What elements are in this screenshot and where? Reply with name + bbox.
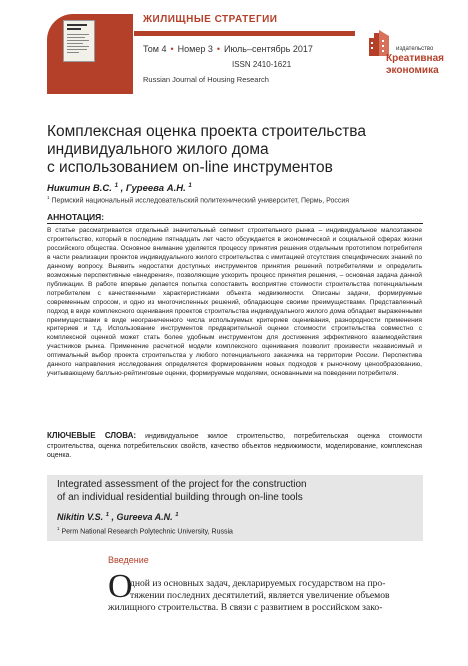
intro-line: тяжении последних десятилетий, является увеличение объемов — [130, 589, 390, 601]
english-title-line: Integrated assessment of the project for the construction — [57, 479, 307, 490]
article-authors — [47, 182, 192, 194]
english-author-1-mark: 1 — [105, 512, 109, 518]
section-heading-introduction: Введение — [108, 555, 149, 565]
journal-english-name: Russian Journal of Housing Research — [143, 75, 269, 84]
keywords — [47, 431, 422, 461]
english-authors — [57, 512, 178, 522]
journal-cover-image — [47, 14, 133, 94]
bullet-icon: • — [216, 44, 221, 54]
title-line: индивидуального жилого дома — [47, 141, 269, 158]
bullet-icon: • — [170, 44, 174, 54]
issue-volume: Том 4 — [143, 44, 167, 54]
publisher-name-line2: экономика — [386, 65, 439, 76]
issue-number: Номер 3 — [177, 44, 213, 54]
author-1-affil-mark: 1 — [114, 182, 118, 189]
title-line: Комплексная оценка проекта строительства — [47, 123, 366, 140]
intro-line: жилищного строительства. В связи с развитием в российском зако- — [108, 601, 383, 613]
english-affiliation-mark: 1 — [57, 526, 60, 531]
english-author-2-mark: 1 — [175, 512, 179, 518]
author-1: Никитин В.С. — [47, 183, 112, 195]
title-line: с использованием on-line инструментов — [47, 159, 333, 176]
issue-info — [143, 44, 313, 54]
publisher-caption: издательство — [396, 46, 434, 52]
english-author-2: , Gureeva A.N. — [111, 512, 173, 522]
introduction-text — [108, 578, 423, 614]
abstract-text: В статье рассматривается отдельный значительный сегмент строительного рынка – индивидуальное малоэтажное строительство, который в последние пятнадцать лет часто обсуждается в экономической и социальной сферах жизни российского общества. Основное внимание уделяется процессу принятия решения отдельным прототипом потребителя в части реализации проектов индивидуального жилого строительства с имитацией отсутствия специфических знаний по данному вопросу. Выявить недостатки доступных инструментов принятия решений потребителями и определить возможные перспективные «внедрения», позволяющие ускорить процесс принятия решения, – основная задача данной публикации. В работе впервые делается попытка сопоставить восприятие стоимости строительства потенциальным потребителем с качественными характеристиками объекта недвижимости. Описаны задачи, формируемые современным спросом, и одно из многочисленных решений, обладающее своими преимуществами. Представленный подход в виде комплексного оценивания проектов строительства индивидуального жилого дома обладает выраженными преимуществами в виде неограниченного числа используемых критериев оценивания, разнородности применения критериев и т.д. Использование инструментов предварительной оценки стоимости строительства совместно с комплексной оценкой может стать более удобным инструментом для достижения эффективного взаимодействия участников рынка. Применение расчетной модели комплексного оценивания позволит произвести независимый и оптимальный выбор проекта строительства у любого потенциального заказчика на территории России. Перспектива данного направления исследования определяется формированием новых подходов к рыночному ценообразованию, учитывающему балльно-рейтинговые оценки, формируемые моделями, основанными на поведении потребителя. — [47, 227, 422, 378]
keywords-text: индивидуальное жилое строительство, потребительская оценка стоимости строительства, оценка потребительских свойств, качество объектов недвижимости, моделирование, комплексная оценка. — [47, 433, 423, 459]
keywords-label: КЛЮЧЕВЫЕ СЛОВА: — [47, 431, 137, 440]
publisher-name — [386, 53, 444, 77]
english-title-line: of an individual residential building through on-line tools — [57, 491, 303, 503]
issn: ISSN 2410-1621 — [232, 60, 292, 69]
cover-thumbnail — [63, 20, 95, 62]
english-author-1: Nikitin V.S. — [57, 512, 104, 522]
annotation-rule — [47, 223, 423, 224]
issue-period: Июль–сентябрь 2017 — [224, 44, 313, 54]
english-title — [57, 479, 417, 504]
journal-header — [0, 0, 468, 108]
affiliation-mark: 1 — [47, 195, 50, 200]
english-affiliation — [57, 526, 233, 535]
publisher-name-line1: Креативная — [386, 53, 444, 64]
author-2: , Гуреева А.Н. — [120, 183, 186, 195]
english-affiliation-text: Perm National Research Polytechnic University, Russia — [61, 528, 233, 536]
affiliation — [47, 195, 349, 204]
drop-cap: О — [108, 568, 133, 605]
journal-name: ЖИЛИЩНЫЕ СТРАТЕГИИ — [143, 14, 278, 25]
english-abstract-box — [47, 475, 423, 541]
affiliation-text: Пермский национальный исследовательский политехнический университет, Пермь, Россия — [51, 197, 350, 205]
annotation-label: АННОТАЦИЯ: — [47, 212, 105, 222]
header-rule — [134, 31, 355, 36]
intro-line: дной из основных задач, декларируемых государством на про- — [130, 578, 386, 589]
article-title — [47, 123, 437, 177]
author-2-affil-mark: 1 — [188, 182, 192, 189]
